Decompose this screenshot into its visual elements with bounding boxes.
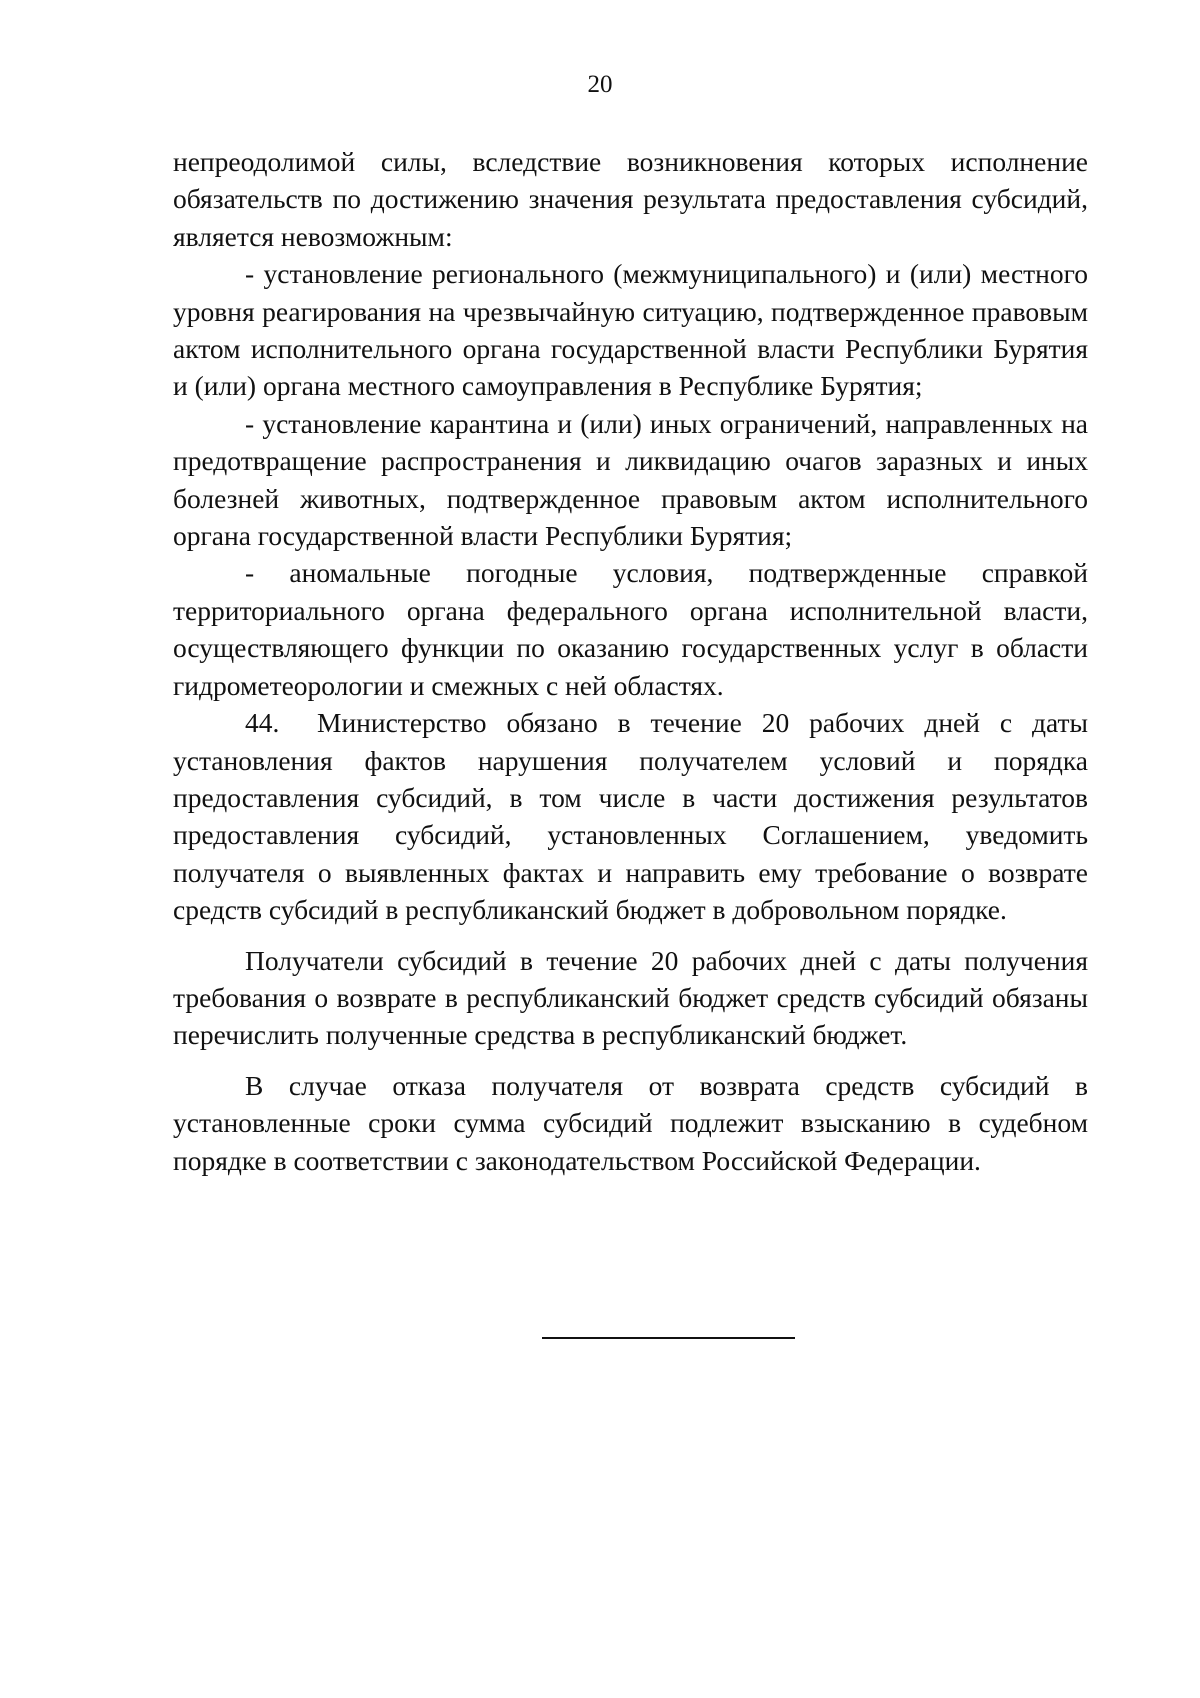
paragraph-refund-obligation: Получатели субсидий в течение 20 рабочих дней с даты получения требования о возврате в республиканский бюджет средств субсидий обязаны перечислить полученные средства в республиканский бюджет. (173, 944, 1088, 1051)
clause-44 (173, 704, 1088, 928)
closing-divider-line (542, 1337, 795, 1339)
document-body (173, 143, 1088, 1179)
clause-44-text: Министерство обязано в течение 20 рабочих дней с даты установления фактов нарушения получателем условий и порядка предоставления субсидий, в том числе в части достижения результатов предоставления субсидий, установленных Соглашением, уведомить получателя о выявленных фактах и направить ему требование о возврате средств субсидий в республиканский бюджет в добровольном порядке. (173, 707, 1088, 926)
paragraph-force-majeure-continuation: непреодолимой силы, вследствие возникновения которых исполнение обязательств по достижению значения результата предоставления субсидий, является невозможным: (173, 146, 1088, 252)
list-item-emergency-regime: - установление регионального (межмуниципального) и (или) местного уровня реагирования на чрезвычайную ситуацию, подтвержденное правовым актом исполнительного органа государственной власти Республики Бурятия и (или) органа местного самоуправления в Республике Бурятия; (173, 258, 1088, 402)
paragraph-court-recovery: В случае отказа получателя от возврата средств субсидий в установленные сроки сумма субсидий подлежит взысканию в судебном порядке в соответствии с законодательством Российской Федерации. (173, 1069, 1088, 1176)
list-item-weather-conditions: - аномальные погодные условия, подтвержденные справкой территориального органа федерального органа исполнительной власти, осуществляющего функции по оказанию государственных услуг в области гидрометеорологии и смежных с ней областях. (173, 557, 1088, 701)
page-number: 20 (587, 71, 613, 98)
list-item-quarantine: - установление карантина и (или) иных ограничений, направленных на предотвращение распространения и ликвидацию очагов заразных и иных болезней животных, подтвержденное правовым актом исполнительного органа государственной власти Республики Бурятия; (173, 407, 1088, 552)
clause-44-number: 44. (245, 707, 280, 739)
